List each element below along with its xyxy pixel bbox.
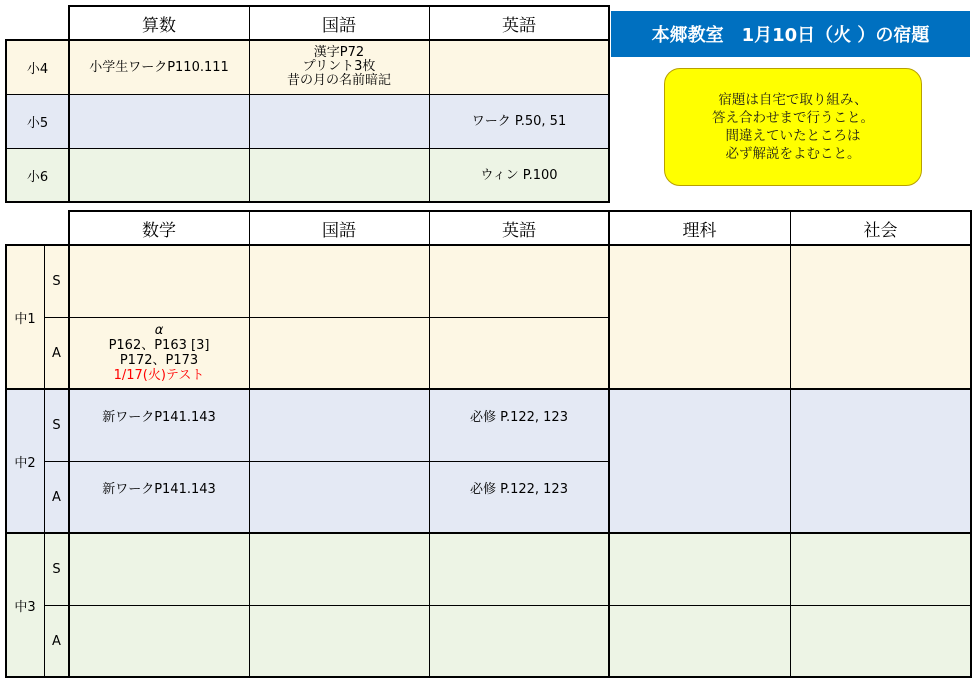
cell-line: 昔の月の名前暗記 xyxy=(286,73,391,88)
note-line: 宿題は自宅で取り組み、 xyxy=(718,92,868,108)
test-date: 1/17(火)テスト xyxy=(113,368,205,383)
grade-label-5: 小5 xyxy=(26,115,49,131)
cell-c2s-math: 新ワークP141.143 xyxy=(102,409,216,425)
grade-label-c3: 中3 xyxy=(14,599,36,615)
grade-label-4: 小4 xyxy=(26,61,49,77)
class-label-a: A xyxy=(52,633,61,649)
cell-g4-arithmetic: 小学生ワークP110.111 xyxy=(89,59,229,75)
header-japanese: 国語 xyxy=(322,15,356,36)
grade-label-c1: 中1 xyxy=(14,311,36,327)
cell-g5-english: ワーク P.50, 51 xyxy=(471,113,567,129)
cell-g6-english: ウィン P.100 xyxy=(480,167,558,183)
class-label-s: S xyxy=(52,417,61,433)
header-math: 数学 xyxy=(142,220,176,241)
header-social: 社会 xyxy=(863,220,898,241)
cell-line: プリント3枚 xyxy=(302,59,376,74)
cell-g4-japanese xyxy=(249,40,429,94)
page-title: 本郷教室 1月10日（火 ）の宿題 xyxy=(611,11,970,57)
cell-line: P162、P163 [3] xyxy=(108,338,210,353)
header-arithmetic: 算数 xyxy=(142,15,176,36)
grade-label-6: 小6 xyxy=(26,169,49,185)
cell-c1a-math xyxy=(69,317,249,389)
grade-label-c2: 中2 xyxy=(14,455,36,471)
homework-note xyxy=(664,68,922,186)
note-line: 答え合わせまで行うこと。 xyxy=(712,110,874,126)
header-english: 英語 xyxy=(502,220,536,241)
cell-c2a-math: 新ワークP141.143 xyxy=(102,481,216,497)
class-label-s: S xyxy=(52,273,61,289)
class-label-a: A xyxy=(52,489,61,505)
class-label-a: A xyxy=(52,345,61,361)
header-english: 英語 xyxy=(502,15,536,36)
header-science: 理科 xyxy=(682,220,717,241)
header-japanese: 国語 xyxy=(322,220,356,241)
cell-c2s-english: 必修 P.122, 123 xyxy=(470,409,568,425)
cell-line: P172、P173 xyxy=(119,353,199,368)
class-label-s: S xyxy=(52,561,61,577)
cell-line: 漢字P72 xyxy=(313,45,365,60)
cell-line: α xyxy=(154,323,164,338)
note-line: 間違えていたところは xyxy=(725,128,861,144)
note-line: 必ず解説をよむこと。 xyxy=(725,146,861,162)
cell-c2a-english: 必修 P.122, 123 xyxy=(470,481,568,497)
